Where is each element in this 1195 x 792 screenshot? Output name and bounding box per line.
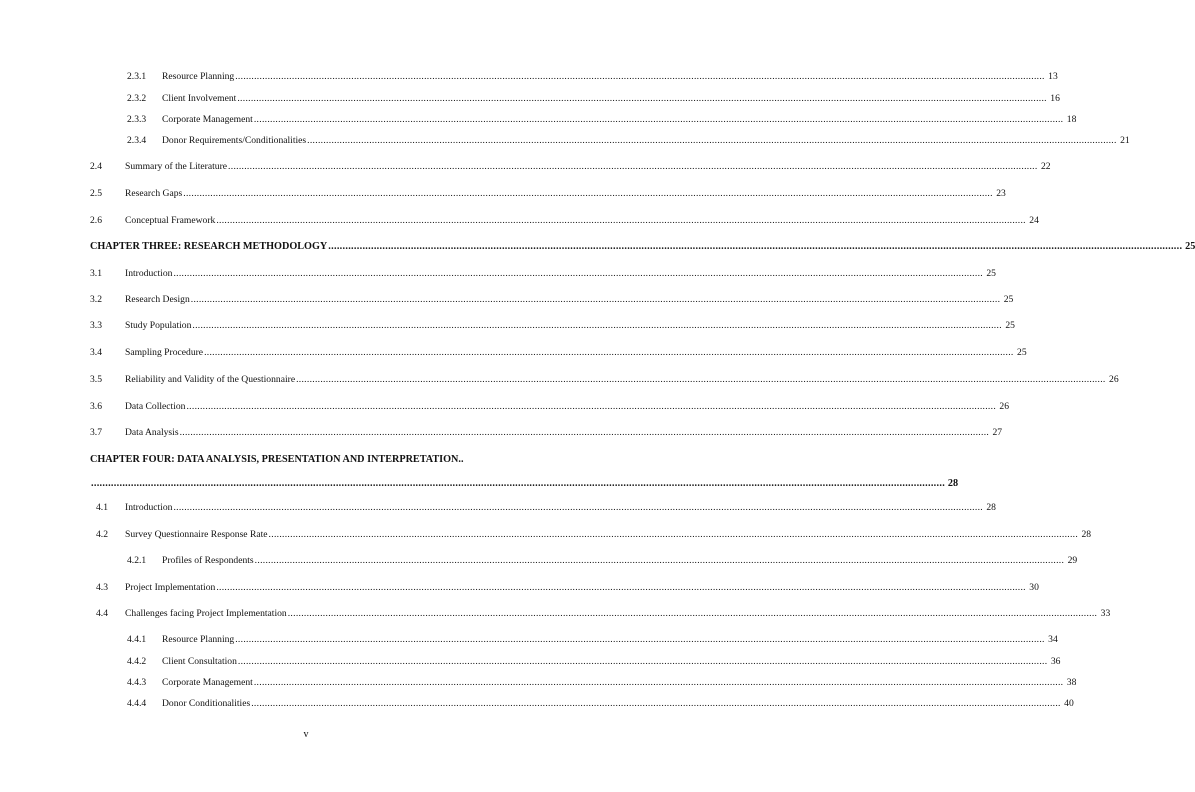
toc-entry-title: Donor Conditionalities <box>162 698 251 709</box>
toc-entry-number: 4.4.4 <box>127 698 147 709</box>
toc-entry-page: 34 <box>1048 634 1058 645</box>
dot-leader: ............................................................................................................................................................................................................................................................................................................ <box>253 677 1064 688</box>
toc-entry-title: Reliability and Validity of the Questionnaire <box>125 374 296 385</box>
toc-entry-page: 33 <box>1100 608 1111 619</box>
dot-leader: ............................................................................................................................................................................................................................................................................................................ <box>296 374 1106 385</box>
toc-entry[interactable] <box>0 697 1074 711</box>
toc-entry-title: Challenges facing Project Implementation <box>125 608 287 619</box>
toc-entry-title: Resource Planning <box>162 71 235 82</box>
toc-entry-title: Project Implementation <box>125 582 216 593</box>
toc-entry-title: CHAPTER THREE: RESEARCH METHODOLOGY <box>90 241 328 252</box>
dot-leader: ............................................................................................................................................................................................................................................................................................................ <box>173 502 983 513</box>
toc-entry[interactable] <box>0 607 1111 621</box>
toc-entry[interactable] <box>0 319 1015 333</box>
toc-entry-page: 30 <box>1029 582 1039 593</box>
toc-entry-page: 16 <box>1050 93 1060 104</box>
toc-entry-number: 4.1 <box>96 502 108 513</box>
toc-entry-title: Research Design <box>125 294 190 305</box>
toc-entry-number: 2.3.2 <box>127 93 147 104</box>
toc-entry[interactable] <box>0 70 1058 84</box>
toc-entry-number: 2.4 <box>90 161 102 172</box>
toc-entry[interactable] <box>0 581 1039 595</box>
toc-entry-page: 25 <box>1003 294 1014 305</box>
toc-entry[interactable] <box>0 426 1003 440</box>
dot-leader: ............................................................................................................................................................................................................................................................................................................ <box>183 188 993 199</box>
toc-entry[interactable] <box>0 501 996 515</box>
toc-entry[interactable] <box>0 160 1051 174</box>
dot-leader: ............................................................................................................................................................................................................................................................................................................ <box>216 215 1026 226</box>
toc-entry-page: 36 <box>1050 656 1061 667</box>
toc-entry-page: 25 <box>1185 241 1195 252</box>
dot-leader: ............................................................................................................................................................................................................................................................................................................ <box>235 71 1045 82</box>
toc-entry[interactable] <box>0 267 996 281</box>
toc-entry-number: 4.4.1 <box>127 634 147 645</box>
toc-entry[interactable] <box>0 293 1014 307</box>
dot-leader: ............................................................................................................................................................................................................................................................................................................ <box>237 93 1047 104</box>
toc-entry-page: 38 <box>1066 677 1077 688</box>
toc-entry[interactable] <box>0 373 1119 387</box>
dot-leader: ............................................................................................................................................................................................................................................................................................................ <box>204 347 1014 358</box>
toc-entry-title: Introduction <box>125 502 173 513</box>
toc-entry[interactable] <box>0 655 1061 669</box>
dot-leader: ............................................................................................................................................................................................................................................................................................................ <box>287 608 1098 619</box>
toc-entry-number: 3.1 <box>90 268 102 279</box>
toc-entry-title: Conceptual Framework <box>125 215 216 226</box>
toc-entry-title: Sampling Procedure <box>125 347 204 358</box>
dot-leader: ............................................................................................................................................................................................................................................................................................................ <box>254 555 1065 566</box>
toc-entry-continuation <box>0 477 959 491</box>
dot-leader: ............................................................................................................................................................................................................................................................................................................ <box>91 478 946 489</box>
toc-entry-title: Client Involvement <box>162 93 237 104</box>
toc-entry-number: 4.2 <box>96 529 108 540</box>
toc-entry-page: 28 <box>986 502 996 513</box>
toc-entry-number: 3.4 <box>90 347 102 358</box>
toc-entry-page: 22 <box>1040 161 1051 172</box>
toc-entry-number: 2.3.1 <box>127 71 147 82</box>
dot-leader: ............................................................................................................................................................................................................................................................................................................ <box>253 114 1064 125</box>
toc-entry[interactable] <box>0 92 1060 106</box>
toc-entry[interactable] <box>0 676 1077 690</box>
toc-entry-number: 2.5 <box>90 188 102 199</box>
toc-entry-number: 3.2 <box>90 294 102 305</box>
toc-entry-page: 29 <box>1067 555 1078 566</box>
toc-entry-page: 13 <box>1048 71 1058 82</box>
dot-leader: ............................................................................................................................................................................................................................................................................................................ <box>237 656 1048 667</box>
toc-entry-title: Donor Requirements/Conditionalities <box>162 135 307 146</box>
toc-entry-page: 28 <box>1081 529 1092 540</box>
page-number: v <box>303 729 309 740</box>
toc-entry[interactable] <box>0 214 1039 228</box>
toc-entry[interactable] <box>0 453 612 467</box>
dot-leader: ............................................................................................................................................................................................................................................................................................................ <box>268 529 1079 540</box>
dot-leader: ............................................................................................................................................................................................................................................................................................................ <box>186 401 997 412</box>
toc-entry-page: 27 <box>992 427 1003 438</box>
toc-entry-page: 24 <box>1029 215 1039 226</box>
dot-leader: ............................................................................................................................................................................................................................................................................................................ <box>190 294 1001 305</box>
toc-entry-number: 3.7 <box>90 427 102 438</box>
toc-entry[interactable] <box>0 554 1078 568</box>
dot-leader: ............................................................................................................................................................................................................................................................................................................ <box>192 320 1002 331</box>
toc-entry-title: Corporate Management <box>162 677 253 688</box>
toc-entry-page: 28 <box>947 478 959 489</box>
toc-entry-page: 26 <box>999 401 1010 412</box>
dot-leader: ............................................................................................................................................................................................................................................................................................................ <box>251 698 1061 709</box>
toc-entry-number: 3.3 <box>90 320 102 331</box>
toc-entry-title: CHAPTER FOUR: DATA ANALYSIS, PRESENTATION AND INTERPRETATION.. <box>90 454 464 465</box>
toc-entry[interactable] <box>0 633 1058 647</box>
toc-entry-title: Corporate Management <box>162 114 253 125</box>
toc-entry-page: 40 <box>1064 698 1074 709</box>
toc-entry-title: Study Population <box>125 320 192 331</box>
dot-leader: ............................................................................................................................................................................................................................................................................................................ <box>328 241 1183 252</box>
toc-entry-title: Client Consultation <box>162 656 237 667</box>
toc-entry-number: 4.4 <box>96 608 108 619</box>
toc-entry-number: 4.4.3 <box>127 677 147 688</box>
toc-entry-title: Data Analysis <box>125 427 179 438</box>
toc-entry-number: 4.4.2 <box>127 656 147 667</box>
dot-leader: ............................................................................................................................................................................................................................................................................................................ <box>179 427 990 438</box>
toc-entry-title: Survey Questionnaire Response Rate <box>125 529 268 540</box>
dot-leader: ............................................................................................................................................................................................................................................................................................................ <box>228 161 1038 172</box>
toc-entry-number: 2.3.3 <box>127 114 147 125</box>
toc-entry-number: 3.5 <box>90 374 102 385</box>
toc-entry-number: 2.6 <box>90 215 102 226</box>
toc-entry-page: 26 <box>1109 374 1119 385</box>
toc-entry-number: 4.3 <box>96 582 108 593</box>
toc-entry[interactable] <box>0 240 1195 254</box>
dot-leader: ............................................................................................................................................................................................................................................................................................................ <box>235 634 1045 645</box>
toc-entry-title: Introduction <box>125 268 173 279</box>
toc-entry-page: 18 <box>1066 114 1077 125</box>
toc-entry[interactable] <box>0 187 1006 201</box>
toc-entry[interactable] <box>0 134 1130 148</box>
toc-entry-page: 21 <box>1120 135 1130 146</box>
toc-entry-title: Data Collection <box>125 401 186 412</box>
toc-entry-page: 25 <box>986 268 996 279</box>
toc-entry-title: Resource Planning <box>162 634 235 645</box>
toc-entry-number: 2.3.4 <box>127 135 147 146</box>
toc-entry-page: 25 <box>1005 320 1015 331</box>
toc-entry[interactable] <box>0 400 1010 414</box>
toc-entry-title: Research Gaps <box>125 188 183 199</box>
toc-entry-title: Profiles of Respondents <box>162 555 254 566</box>
dot-leader: ............................................................................................................................................................................................................................................................................................................ <box>173 268 983 279</box>
toc-entry[interactable] <box>0 346 1027 360</box>
toc-entry-number: 4.2.1 <box>127 555 147 566</box>
toc-entry-title: Summary of the Literature <box>125 161 228 172</box>
dot-leader: ............................................................................................................................................................................................................................................................................................................ <box>307 135 1117 146</box>
toc-entry-page: 23 <box>996 188 1006 199</box>
dot-leader: ............................................................................................................................................................................................................................................................................................................ <box>216 582 1026 593</box>
toc-entry-number: 3.6 <box>90 401 102 412</box>
toc-entry[interactable] <box>0 528 1092 542</box>
toc-entry[interactable] <box>0 113 1077 127</box>
toc-entry-page: 25 <box>1017 347 1027 358</box>
